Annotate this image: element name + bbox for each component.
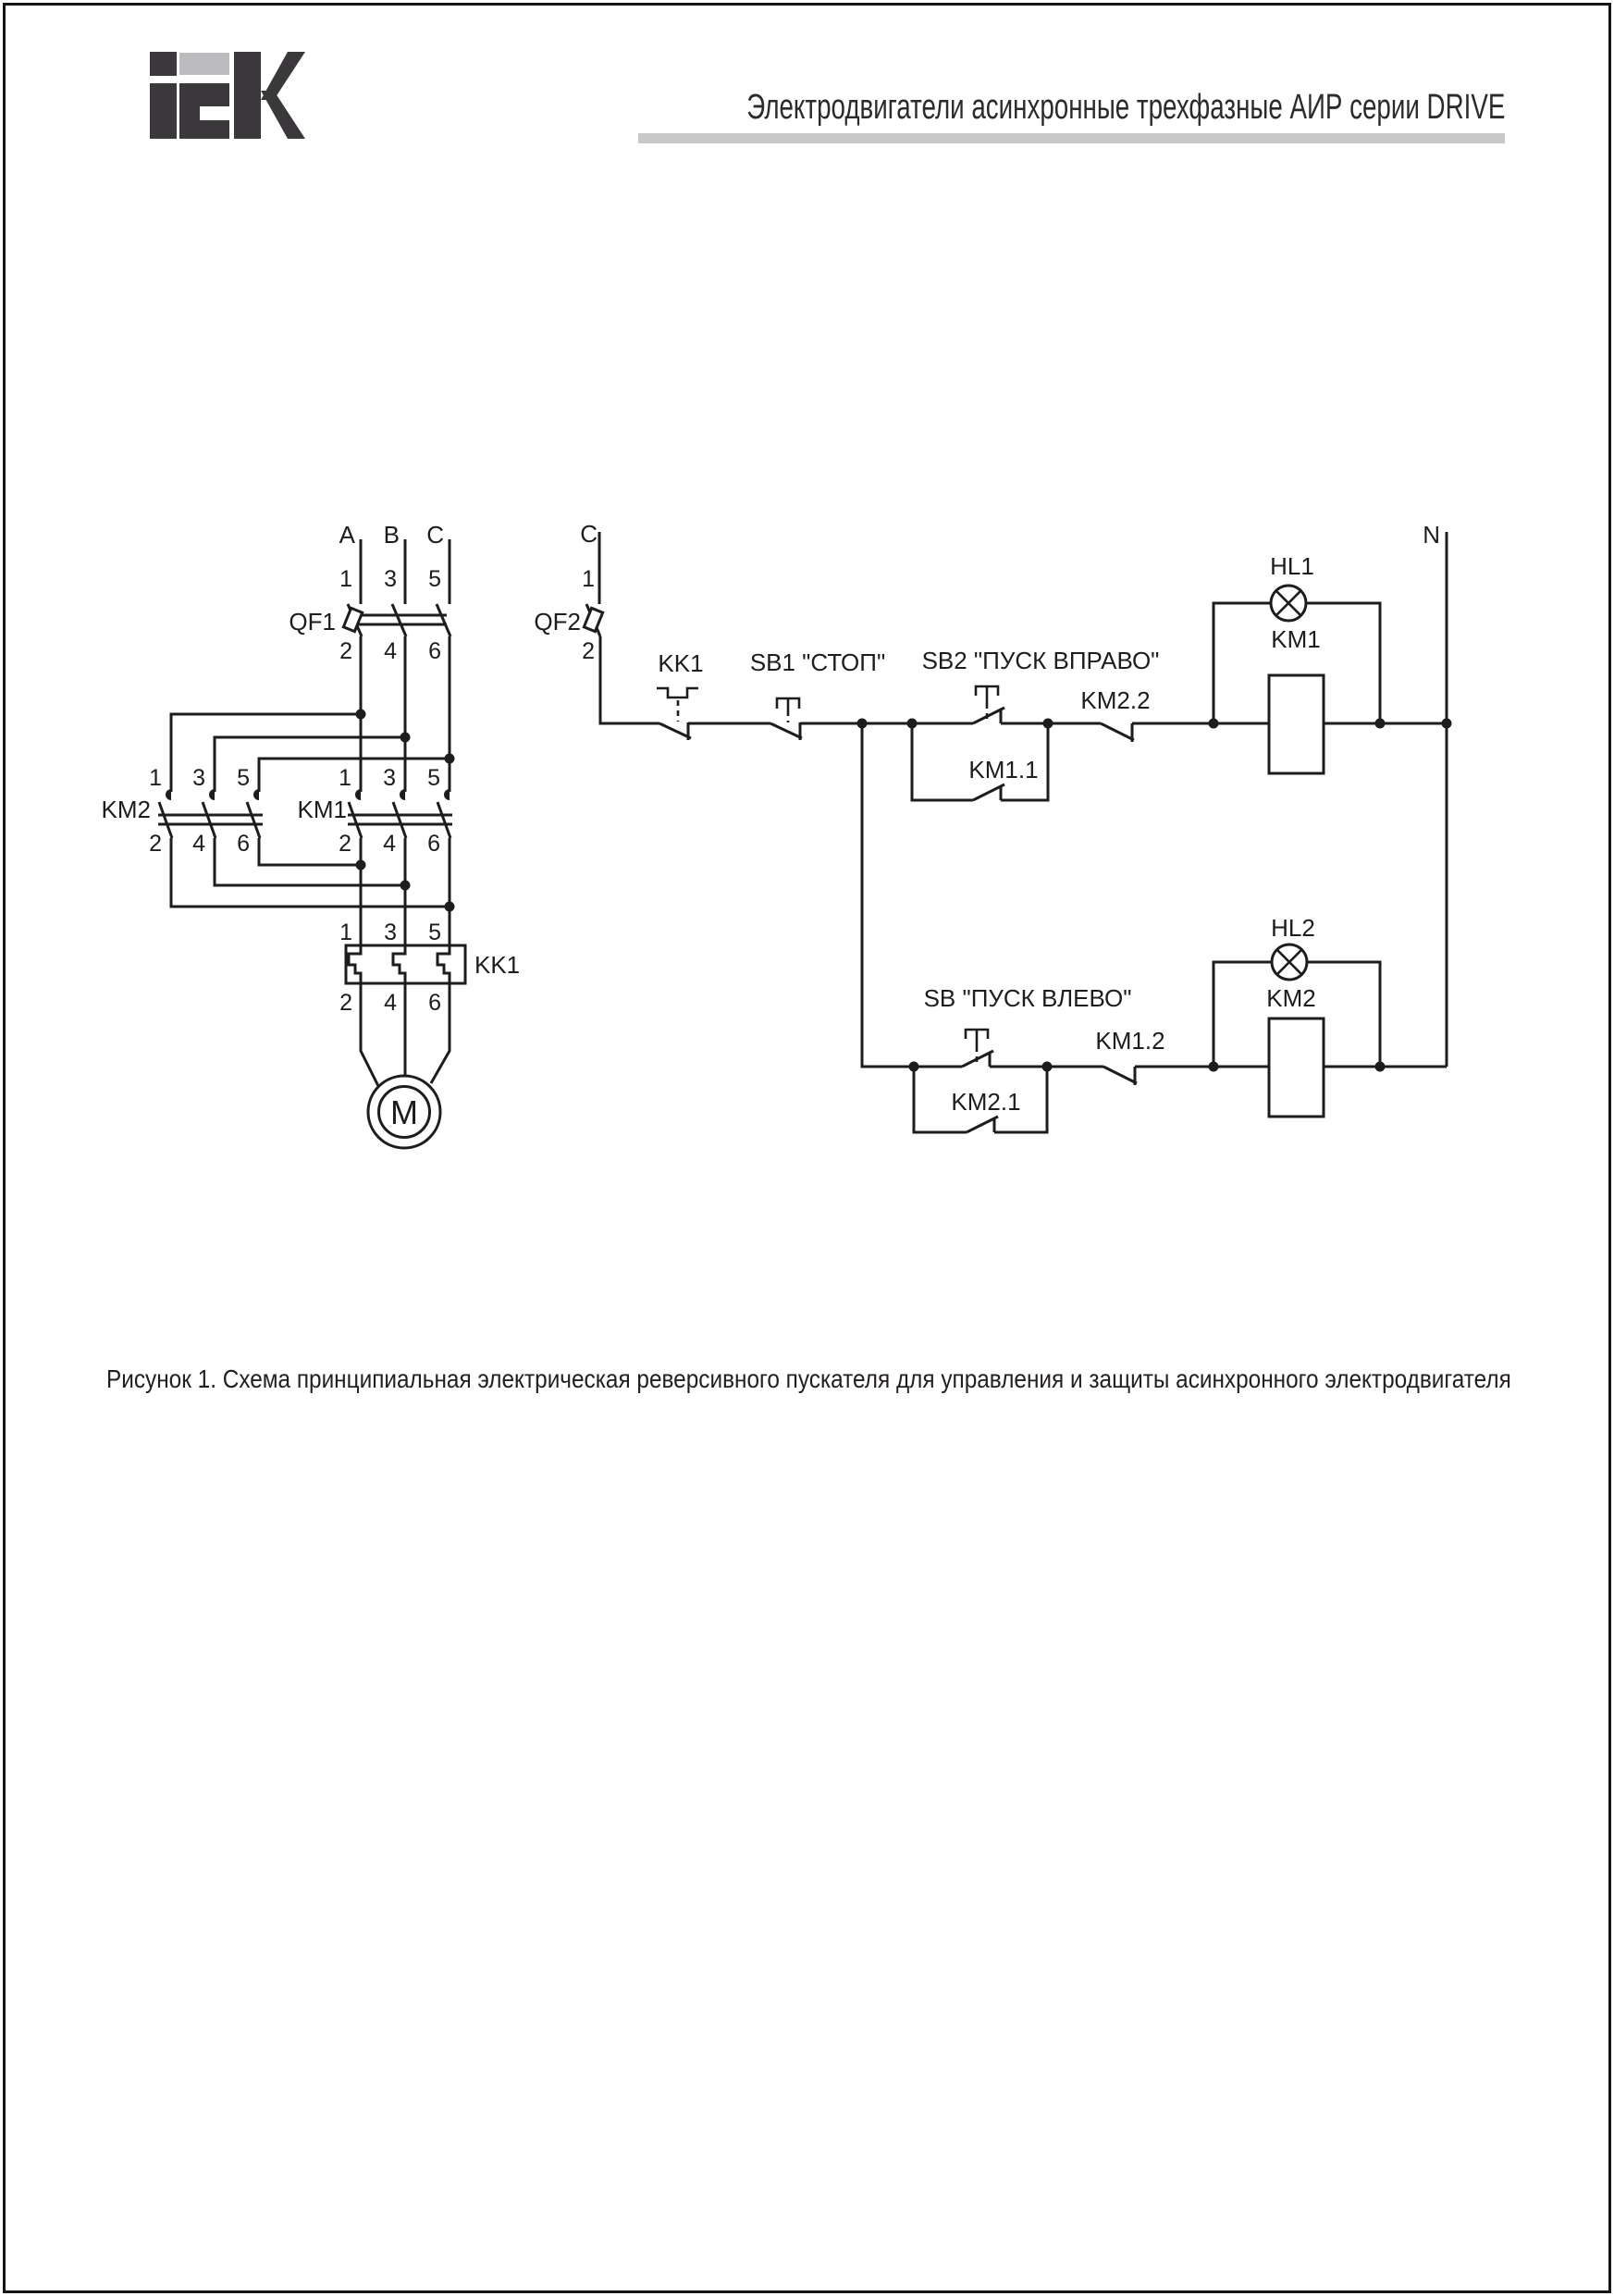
terminal: 3 [384,566,397,592]
terminal: 4 [384,638,397,664]
terminal: 6 [428,638,441,664]
terminal: 1 [339,920,352,945]
junction-dot [1375,719,1386,729]
terminal: 6 [237,831,250,857]
junction-dot [907,719,918,729]
km2-coil-label: KM2 [1266,984,1316,1012]
km22-label: KM2.2 [1080,686,1151,714]
kk1-label: KK1 [474,951,521,979]
control-circuit [534,520,1447,1132]
wire [600,636,659,723]
terminal: 4 [383,831,396,857]
terminal: 2 [149,831,162,857]
junction-dot [1209,719,1219,729]
coil-rect [1269,675,1324,773]
fixed-contact [355,789,361,800]
terminal: 1 [149,765,162,791]
km12-label: KM1.2 [1095,1027,1165,1055]
terminal: 3 [384,920,397,945]
terminal: 3 [192,765,205,791]
junction-dot [400,733,411,743]
junction-dot [356,710,366,720]
terminal: 4 [192,831,205,857]
fixed-contact [166,789,171,800]
thermal-release-symbol [657,688,698,697]
linkage-bars [158,815,263,824]
phase-a-label: A [339,521,355,549]
terminal: 1 [582,566,595,592]
terminal: 5 [428,920,441,945]
junction-dot [445,902,455,912]
control-phase-label: C [580,520,598,548]
sb2-label: SB2 "ПУСК ВПРАВО" [921,647,1160,674]
kk1-contact-label: KK1 [658,649,704,677]
km21-label: KM2.1 [951,1088,1021,1116]
hl2-label: HL2 [1271,914,1315,942]
junction-dot [1042,1062,1053,1072]
terminal: 2 [339,990,352,1016]
km11-label: KM1.1 [968,756,1039,784]
page-title: Электродвигатели асинхронные трехфазные АИР серии DRIVE [745,88,1505,127]
junction-dot [1375,1062,1386,1072]
contact-diagonal [659,723,691,738]
terminal: 5 [427,765,440,791]
terminal: 5 [237,765,250,791]
km1-label: KM1 [297,796,347,823]
terminal: 5 [428,566,441,592]
fixed-contact [209,789,215,800]
junction-dot [1209,1062,1219,1072]
junction-dot [445,754,455,764]
contact-diagonal [1101,723,1134,740]
contact-diagonal [1103,1067,1137,1083]
coil-rect [1269,1018,1324,1117]
output-wires [171,838,450,907]
motor-label: M [390,1093,418,1131]
sb1-label: SB1 "СТОП" [749,648,886,676]
km11-aux-contact [912,723,1048,800]
km21-aux-contact [914,1067,1047,1132]
input-wires [171,714,450,792]
phase-c-label: C [426,521,444,549]
breaker-qf2 [534,566,659,723]
km22-nc-contact [1080,686,1269,742]
power-circuit [102,521,521,1148]
km2-label: KM2 [101,796,151,823]
contact-diagonals [348,604,450,636]
terminal: 4 [384,990,397,1016]
terminal: 2 [339,638,352,664]
terminal: 2 [582,638,595,664]
fixed-contact [400,789,405,800]
km1-coil [1269,625,1447,773]
phase-b-label: B [383,521,400,549]
terminal: 1 [339,566,352,592]
fixed-contact [253,789,259,800]
km12-nc-contact [1095,1027,1269,1085]
junction-dot [400,881,411,891]
terminal: 6 [427,831,440,857]
sb-label: SB "ПУСК ВЛЕВО" [923,984,1132,1012]
junction-dot [909,1062,919,1072]
junction-dot [857,719,868,729]
junction-dot [1442,719,1452,729]
hl1-label: HL1 [1270,552,1314,580]
neutral-line [1423,521,1447,1067]
terminal: 6 [428,990,441,1016]
terminal: 3 [383,765,396,791]
figure-caption: Рисунок 1. Схема принципиальная электрическая реверсивного пускателя для управления и защиты асинхронного электродвигателя [106,1364,1511,1393]
junction-dot [356,860,366,870]
km2-coil [1266,984,1447,1117]
terminal: 1 [339,765,351,791]
actuator-flag [584,608,602,631]
km1-coil-label: KM1 [1271,625,1321,653]
qf2-label: QF2 [534,608,581,636]
contactor-km1-main [298,765,452,945]
junction-dot [1043,719,1053,729]
contact-diagonal [770,723,802,738]
qf1-label: QF1 [289,608,336,636]
neutral-label: N [1423,521,1440,549]
thermal-relay-kk1 [339,920,520,1016]
terminal: 2 [339,831,351,857]
fixed-contact [444,789,450,800]
